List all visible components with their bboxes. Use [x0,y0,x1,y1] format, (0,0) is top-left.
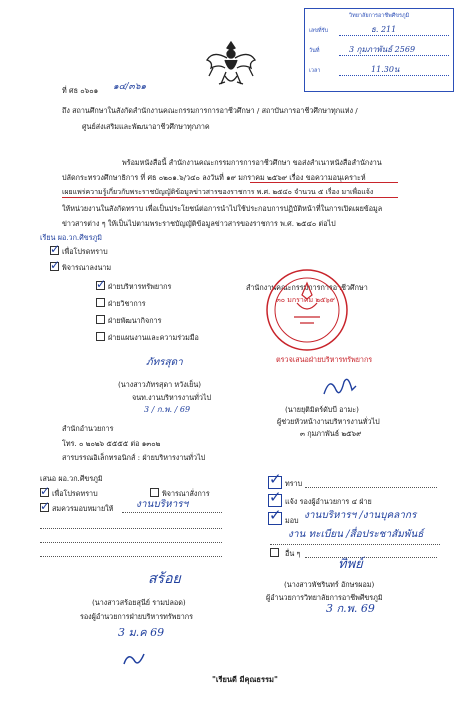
dept-development-label: ฝ่ายพัฒนากิจการ [108,316,162,325]
reviewer-date: ๓ กุมภาพันธ์ ๒๕๖๙ [300,429,362,438]
bottom-assignee-handwritten: งานบริหารฯ [136,499,189,510]
dept-resources-label: ฝ่ายบริหารทรัพยากร [108,282,172,291]
director-other-label: อื่น ๆ [285,549,301,558]
director-assign-label: มอบ [285,516,299,525]
reviewer-name: (นายยุติมิตร์ดับบี อามะ) [285,405,359,414]
body-line-3: เผยแพร่ความรู้เกี่ยวกับพระราชบัญญัติข้อมูลข่าวสารของราชการ พ.ศ. ๒๕๔๐ จำนวน ๕ เรื่อง มาเพื่อแจ้ง [62,188,374,196]
official-seal-icon [262,265,352,355]
red-underline-1 [250,182,398,183]
contact-email: สารบรรณอิเล็กทรอนิกส์ : ฝ่ายบริหารงานทั่วไป [62,453,206,462]
red-underline-2 [62,197,398,198]
deputy-date: 3 ม.ค 69 [118,626,165,639]
checkbox-director-assign[interactable] [268,512,282,525]
registration-row-number: เลขที่รับ ธ. 211 [309,25,449,37]
registration-row-time: เวลา 11.30น [309,65,449,77]
body-line-1: พร้อมหนังสือนี้ สำนักงานคณะกรรมการการอาชีวศึกษา ขอส่งสำเนาหนังสือสำนักงาน [122,158,382,167]
deputy-initial-icon [120,648,150,670]
director-notify-label: แจ้ง รองผู้อำนวยการ ๔ ฝ่าย [285,497,372,506]
dotted-line-1 [122,512,222,513]
body-line-5: ข่าวสารต่าง ๆ ให้เป็นไปตามพระราชบัญญัติข้อมูลข่าวสารของราชการ พ.ศ. ๒๕๔๐ ต่อไป [62,219,336,228]
deputy-position: รองผู้อำนวยการฝ่ายบริหารทรัพยากร [80,612,193,621]
checkbox-bottom-assign[interactable] [40,503,49,512]
clerk-name: (นางสาวภัทรสุดา หวังเย็น) [118,380,202,389]
dotted-line-r3 [305,557,437,558]
checkbox-bottom-for-order[interactable] [150,488,159,497]
dotted-line-4 [40,556,222,557]
dotted-line-r1 [305,487,437,488]
director-date: 3 ก.พ. 69 [326,602,375,615]
director-assign-handwritten-2: งาน ทะเบียน /สื่อประชาสัมพันธ์ [288,529,424,540]
deputy-name: (นางสาวสร้อยสุนีย์ รามปลอด) [92,598,186,607]
registration-stamp-box [304,8,454,92]
reviewer-signature-icon [320,372,360,402]
dept-academic-label: ฝ่ายวิชาการ [108,299,146,308]
registration-row-date: วันที่ 3 กุมภาพันธ์ 2569 [309,45,449,57]
director-assign-handwritten-1: งานบริหารฯ /งานบุคลากร [304,510,417,521]
reviewer-position: ผู้ช่วยหัวหน้างานบริหารงานทั่วไป [277,417,380,426]
checkbox-dept-academic[interactable] [96,298,105,307]
checkbox-bottom-for-information[interactable] [40,488,49,497]
checkbox-for-information[interactable] [50,246,59,255]
bottom-left-to: เสนอ ผอ.วก.ศีขรภูมิ [40,474,103,483]
deputy-signature: สร้อย [148,571,181,587]
bottom-for-order-label: พิจารณาสั่งการ [162,489,210,498]
director-signature: ทิพย์ [338,557,363,572]
bottom-for-information-label: เพื่อโปรดทราบ [52,489,98,498]
seal-date: ๓๐ มกราคม ๒๕๖๙ [276,296,335,304]
registration-title: วิทยาลัยการอาชีพศีขรภูมิ [349,13,410,19]
clerk-position: จนท.งานบริหารงานทั่วไป [132,393,212,402]
document-number-handwritten: ๑๔/๓๖๑ [113,82,147,92]
review-title: ตรวจเสนอฝ่ายบริหารทรัพยากร [276,355,373,364]
school-motto: "เรียนดี มีคุณธรรม" [212,675,278,684]
routing-to: เรียน ผอ.วก.ศีขรภูมิ [40,233,103,242]
clerk-date: 3 / ก.พ. / 69 [144,405,191,414]
addressee-line-2: ศูนย์ส่งเสริมและพัฒนาอาชีวศึกษาทุกภาค [82,122,210,131]
dept-planning-label: ฝ่ายแผนงานและความร่วมมือ [108,333,199,342]
director-acknowledge-label: ทราบ [285,479,303,488]
body-line-4: ให้หน่วยงานในสังกัดทราบ เพื่อเป็นประโยชน์ต่อการนำไปใช้ประกอบการปฏิบัติหน้าที่ในการเปิดเผยข้อมูล [62,204,383,213]
checkbox-dept-planning[interactable] [96,332,105,341]
contact-office: สำนักอำนวยการ [62,424,114,433]
clerk-signature: ภัทรสุดา [146,357,183,368]
body-line-2: ปลัดกระทรวงศึกษาธิการ ที่ ศธ ๐๒๐๑.๖/ว๔๐ ลงวันที่ ๑๙ มกราคม ๒๕๖๙ เรื่อง ขอความอนุเคราะห์ [62,173,366,182]
checkbox-for-signing-label: พิจารณาลงนาม [62,263,112,272]
checkbox-for-signing[interactable] [50,262,59,271]
dotted-line-3 [40,542,222,543]
bottom-assign-label: สมควรมอบหมายให้ [52,504,114,513]
contact-phone: โทร. ๐ ๒๐๒๖ ๕๕๕๕ ต่อ ๑๓๐๒ [62,439,161,448]
director-name: (นางสาวพัชรินทร์ อักษรผอม) [284,580,375,589]
checkbox-dept-development[interactable] [96,315,105,324]
issuing-organization: สำนักงานคณะกรรมการการอาชีวศึกษา [246,283,368,292]
addressee-line-1: ถึง สถานศึกษาในสังกัดสำนักงานคณะกรรมการการอาชีวศึกษา / สถาบันการอาชีวศึกษาทุกแห่ง / [62,106,358,115]
checkbox-for-information-label: เพื่อโปรดทราบ [62,247,108,256]
director-position: ผู้อำนวยการวิทยาลัยการอาชีพศีขรภูมิ [266,593,383,602]
checkbox-dept-resources[interactable] [96,281,105,290]
dotted-line-2 [40,528,222,529]
document-number: ที่ ศธ ๐๖๐๑ [62,86,99,95]
dotted-line-r2 [270,544,440,545]
garuda-emblem-icon [205,38,257,96]
checkbox-director-other[interactable] [270,548,279,557]
